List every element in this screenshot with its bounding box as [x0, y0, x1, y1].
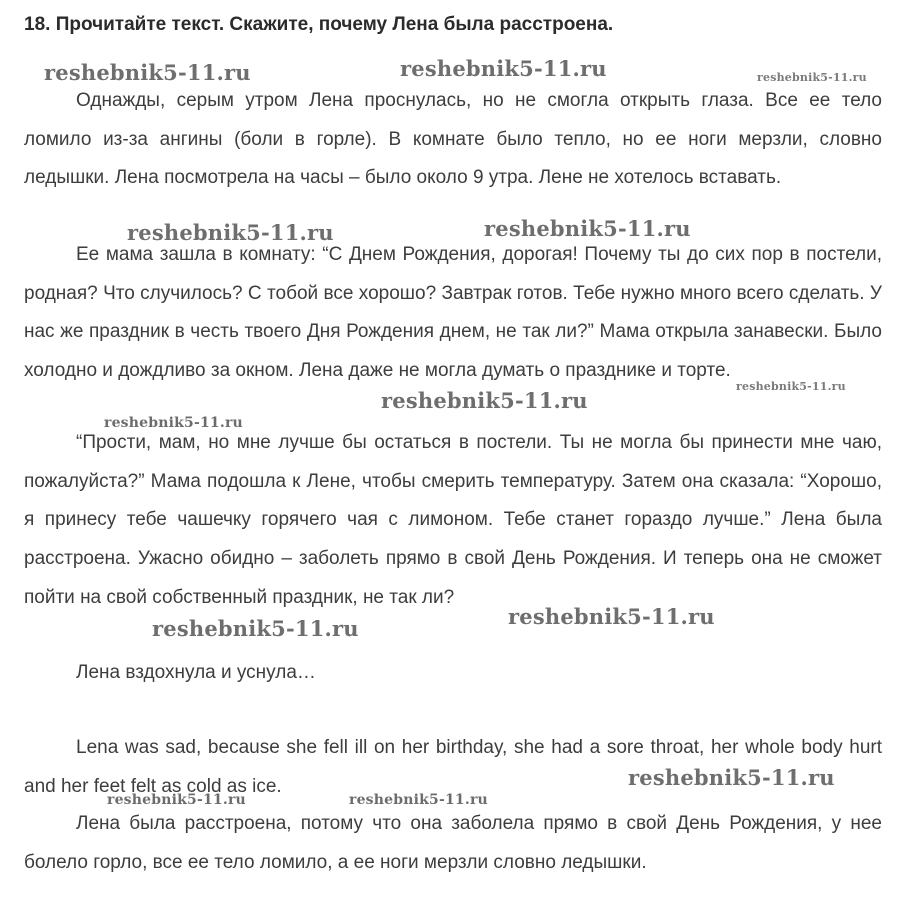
- watermark: reshebnik5-11.ru: [400, 56, 607, 81]
- watermark: reshebnik5-11.ru: [508, 604, 715, 629]
- watermark: reshebnik5-11.ru: [104, 415, 243, 431]
- watermark: reshebnik5-11.ru: [349, 792, 488, 808]
- watermark: reshebnik5-11.ru: [44, 60, 251, 85]
- story-paragraph-2: Ее мама зашла в комнату: “С Днем Рождения, дорогая! Почему ты до сих пор в постели, родная? Что случилось? С тобой все хорошо? Завтрак готов. Тебе нужно много всего сделать. У нас же праздник в честь твоего Дня Рождения днем, не так ли?” Мама открыла занавески. Было холодно и дождливо за окном. Лена даже не могла думать о празднике и торте.: [24, 244, 882, 382]
- watermark: reshebnik5-11.ru: [152, 616, 359, 641]
- story-paragraph-1: Однажды, серым утром Лена проснулась, но не смогла открыть глаза. Все ее тело ломило из-за ангины (боли в горле). В комнате было тепло, но ее ноги мерзли, словно ледышки. Лена посмотрела на часы – было около 9 утра. Лене не хотелось вставать.: [24, 90, 882, 189]
- watermark: reshebnik5-11.ru: [736, 380, 846, 393]
- watermark: reshebnik5-11.ru: [107, 792, 246, 808]
- answer-russian: Лена была расстроена, потому что она заболела прямо в свой День Рождения, у нее болело горло, все ее тело ломило, а ее ноги мерзли словно ледышки.: [24, 813, 882, 873]
- story-paragraph-3: “Прости, мам, но мне лучше бы остаться в постели. Ты не могла бы принести мне чаю, пожалуйста?” Мама подошла к Лене, чтобы смерить температуру. Затем она сказала: “Хорошо, я принесу тебе чашечку горячего чая с лимоном. Тебе станет гораздо лучше.” Лена была расстроена. Ужасно обидно – заболеть прямо в свой День Рождения. И теперь она не сможет пойти на свой собственный праздник, не так ли?: [24, 432, 882, 608]
- story-paragraph-4: Лена вздохнула и уснула…: [76, 662, 316, 683]
- exercise-heading: 18. Прочитайте текст. Скажите, почему Лена была расстроена.: [24, 14, 614, 35]
- answer-english: Lena was sad, because she fell ill on her birthday, she had a sore throat, her whole body hurt and her feet felt as cold as ice.: [24, 737, 882, 797]
- watermark: reshebnik5-11.ru: [127, 220, 334, 245]
- watermark: reshebnik5-11.ru: [757, 71, 867, 84]
- watermark: reshebnik5-11.ru: [381, 388, 588, 413]
- watermark: reshebnik5-11.ru: [484, 216, 691, 241]
- watermark: reshebnik5-11.ru: [628, 765, 835, 790]
